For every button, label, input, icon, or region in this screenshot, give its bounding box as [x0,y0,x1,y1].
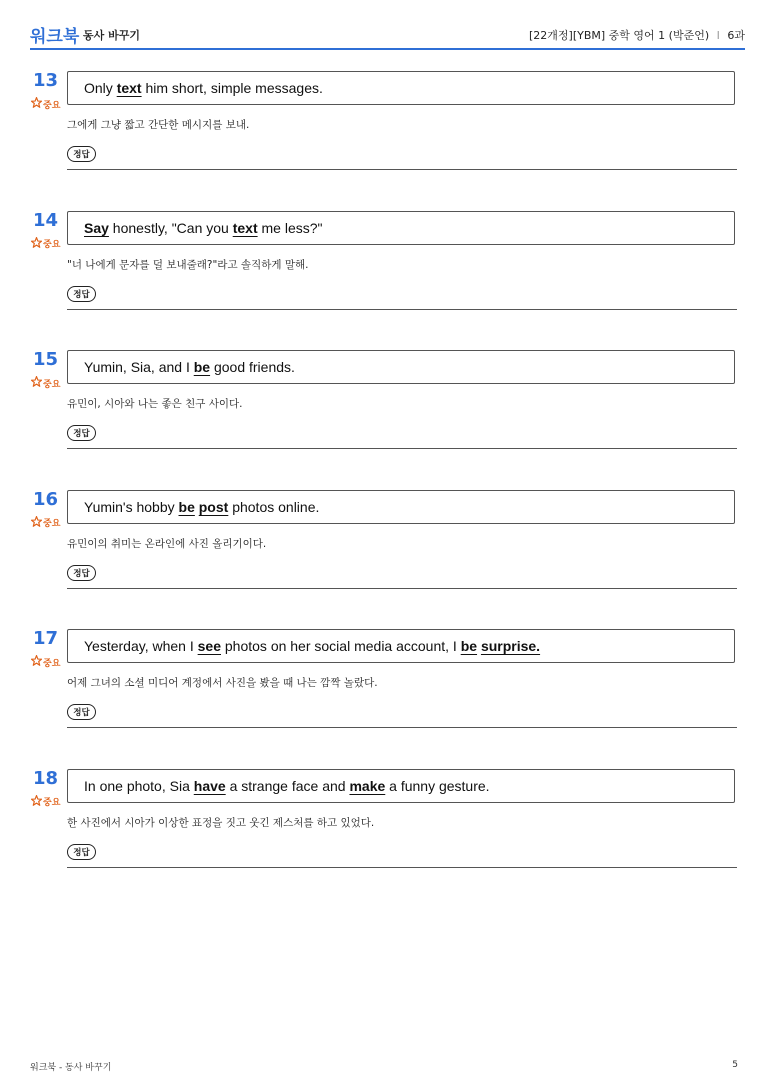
target-verb: see [197,638,221,654]
korean-translation: 어제 그녀의 소셜 미디어 계정에서 사진을 봤을 때 나는 깜짝 놀랐다. [67,677,378,689]
korean-translation: 한 사진에서 시아가 이상한 표정을 짓고 웃긴 제스처를 하고 있었다. [67,816,375,829]
target-verb: post [198,498,229,515]
answer-button[interactable]: 정답 [67,286,96,302]
sentence-text: photos online. [228,498,320,515]
sentence-box [67,629,735,663]
important-tag [31,655,60,669]
important-label: 중요 [43,100,61,111]
answer-line [67,727,737,728]
question-number: 15 [33,349,59,370]
sentence-text: good friends. [210,359,295,375]
question-number: 13 [33,70,59,91]
question-number: 18 [33,767,59,789]
answer-button[interactable]: 정답 [67,844,96,860]
worksheet-subtitle: 동사 바꾸기 [83,29,140,42]
important-tag [31,97,60,111]
question-number: 16 [33,488,59,510]
korean-translation: 유민이의 취미는 온라인에 사진 올리기이다. [67,537,267,550]
question-item [0,70,768,205]
important-tag [31,795,60,809]
sentence-box [67,211,735,245]
korean-translation: 그에게 그냥 짧고 간단한 메시지를 보내. [67,119,250,131]
important-label: 중요 [43,798,61,808]
question-number: 17 [33,628,59,649]
sentence-text: Yumin's hobby [84,498,179,515]
star-icon [31,237,43,251]
course-info [529,27,745,43]
important-label: 중요 [43,658,61,669]
target-verb: be [193,359,211,375]
question-item [0,489,768,624]
sentence-text: Only [84,80,117,96]
target-verb: make [349,777,386,794]
star-icon [31,795,43,809]
lesson-label: 6과 [727,29,745,42]
target-verb: have [193,777,226,794]
important-label: 중요 [43,379,61,390]
star-icon [31,376,43,390]
sentence-text: Yumin, Sia, and I [84,359,194,375]
question-item [0,768,768,903]
target-verb: surprise. [480,638,541,654]
korean-translation: "너 나에게 문자를 덜 보내줄래?"라고 솔직하게 말해. [67,258,309,271]
target-verb: be [460,638,478,654]
question-item [0,349,768,484]
important-tag [31,516,60,530]
target-verb: Say [84,219,109,236]
answer-line [67,448,737,449]
footer-title: 워크북 - 동사 바꾸기 [30,1063,112,1073]
target-verb: text [116,80,142,96]
answer-button[interactable]: 정답 [67,425,96,441]
answer-line [67,309,737,310]
answer-button[interactable]: 정답 [67,704,96,720]
answer-line [67,867,737,868]
star-icon [31,97,43,111]
star-icon [31,516,43,530]
important-tag [31,376,60,390]
answer-button[interactable]: 정답 [67,146,96,162]
sentence-text: In one photo, Sia [84,777,194,794]
sentence-text: him short, simple messages. [141,80,323,96]
question-item [0,210,768,345]
answer-button[interactable]: 정답 [67,565,96,581]
target-verb: text [232,219,258,236]
header-separator: I [716,29,720,42]
sentence-box [67,769,735,803]
sentence-box [67,71,735,105]
course-name: [22개정][YBM] 중학 영어 1 (박준언) [529,29,710,42]
important-label: 중요 [43,240,61,250]
question-item [0,628,768,763]
important-tag [31,237,60,251]
target-verb: be [178,498,195,515]
question-number: 14 [33,209,59,231]
sentence-text: photos on her social media account, I [221,638,461,654]
important-label: 중요 [43,519,61,529]
sentence-text: me less?" [257,219,323,236]
page-header [30,18,745,50]
sentence-text: Yesterday, when I [84,638,198,654]
answer-line [67,169,737,170]
page-number: 5 [732,1060,738,1070]
sentence-text: honestly, "Can you [108,219,233,236]
brand-title: 워크북 [30,27,80,47]
sentence-box [67,350,735,384]
star-icon [31,655,43,669]
sentence-box [67,490,735,524]
sentence-text: a strange face and [225,777,350,794]
korean-translation: 유민이, 시아와 나는 좋은 친구 사이다. [67,398,243,410]
sentence-text: a funny gesture. [385,777,490,794]
answer-line [67,588,737,589]
